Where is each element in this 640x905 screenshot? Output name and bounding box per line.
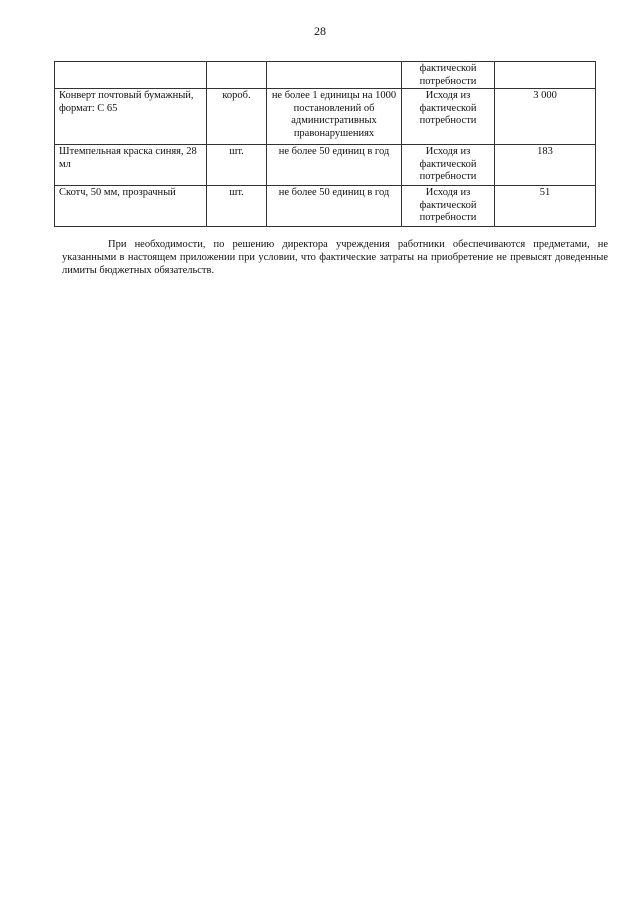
note-paragraph: При необходимости, по решению директора учреждения работники обеспечиваются предметами, не указанными в настоящем приложении при условии, что фактические затраты на приобретение не превысят доведенные лимиты бюджетных обязательств. [62, 238, 608, 276]
basis-cell: Исходя из фактической потребности [402, 145, 495, 186]
unit-cell: короб. [207, 89, 267, 145]
item-name-cell: Штемпельная краска синяя, 28 мл [55, 145, 207, 186]
basis-cell: Исходя из фактической потребности [402, 186, 495, 227]
unit-cell [207, 62, 267, 89]
price-cell [495, 62, 596, 89]
item-name-cell: Скотч, 50 мм, прозрачный [55, 186, 207, 227]
norm-cell [267, 62, 402, 89]
table-row [55, 62, 596, 89]
page-number: 28 [314, 24, 326, 38]
supply-table [54, 61, 596, 227]
basis-cell: фактической потребности [402, 62, 495, 89]
price-cell: 51 [495, 186, 596, 227]
norm-cell: не более 50 единиц в год [267, 186, 402, 227]
norm-cell: не более 1 единицы на 1000 постановлений об административных правонарушениях [267, 89, 402, 145]
table-row [55, 186, 596, 227]
price-cell: 183 [495, 145, 596, 186]
basis-cell: Исходя из фактической потребности [402, 89, 495, 145]
norm-cell: не более 50 единиц в год [267, 145, 402, 186]
unit-cell: шт. [207, 186, 267, 227]
table-row [55, 89, 596, 145]
item-name-cell: Конверт почтовый бумажный, формат: С 65 [55, 89, 207, 145]
table-row [55, 145, 596, 186]
price-cell: 3 000 [495, 89, 596, 145]
unit-cell: шт. [207, 145, 267, 186]
item-name-cell [55, 62, 207, 89]
